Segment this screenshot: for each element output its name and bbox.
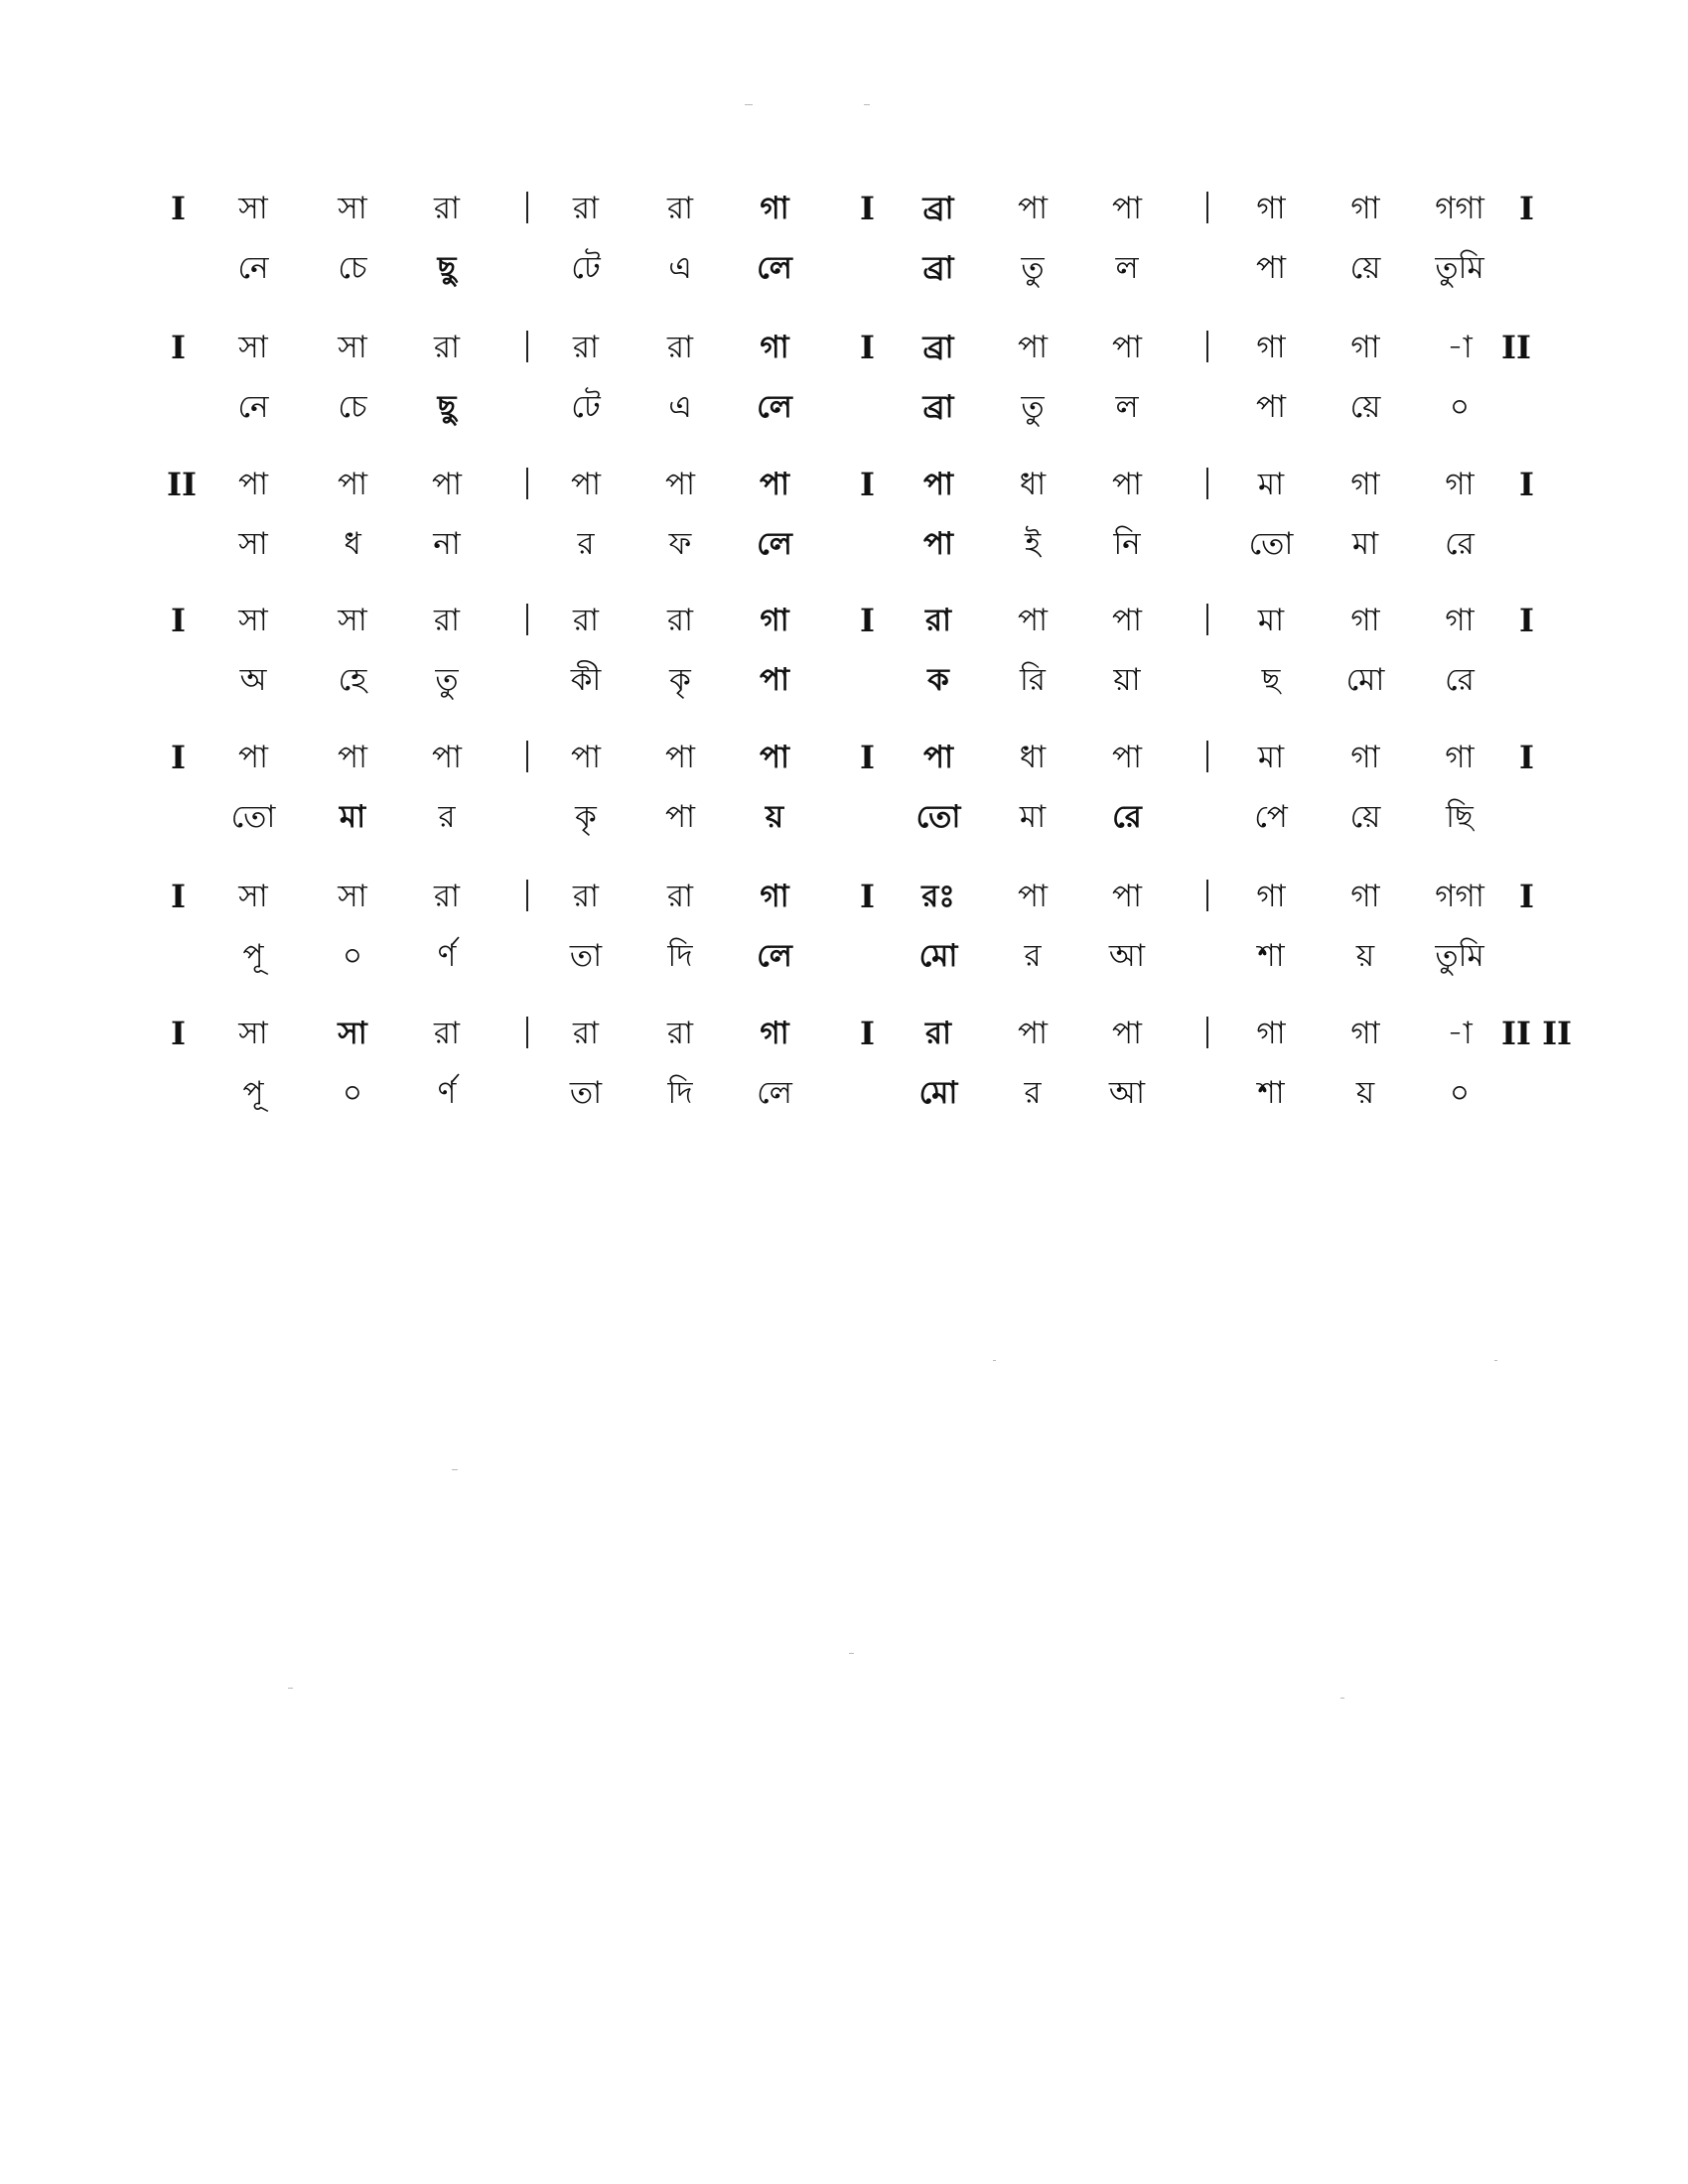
lyric-syllable: ই xyxy=(1024,526,1042,562)
lyric-syllable: টে xyxy=(571,389,601,425)
lyric-syllable: ব্রা xyxy=(922,389,954,425)
lyric-syllable: এ xyxy=(668,250,692,286)
lyric-syllable: য়ে xyxy=(1349,389,1381,425)
lyric-syllable: তু xyxy=(435,662,459,698)
swara-note: গগা xyxy=(1435,191,1484,226)
lyric-syllable: য় xyxy=(1355,1075,1375,1111)
swara-note: রা xyxy=(433,879,461,914)
lyric-syllable: শা xyxy=(1257,938,1285,974)
swara-note: পা xyxy=(1017,330,1049,365)
notation-row xyxy=(0,1009,1688,1128)
scan-speck xyxy=(1494,1360,1497,1361)
swara-note: রা xyxy=(666,603,694,638)
lyric-syllable: পা xyxy=(1255,250,1287,286)
swara-note: ব্রা xyxy=(922,330,954,365)
beat-divider xyxy=(526,880,528,911)
measure-bar-marker: I xyxy=(860,466,875,503)
swara-note: পা xyxy=(570,467,602,502)
lyric-syllable: শা xyxy=(1257,1075,1285,1111)
swara-note: রঃ xyxy=(921,879,955,914)
swara-line xyxy=(0,184,1688,239)
swara-line xyxy=(0,323,1688,378)
lyric-syllable: ০ xyxy=(342,1075,363,1111)
swara-note: গা xyxy=(1350,740,1380,775)
lyric-syllable: ল xyxy=(1115,250,1139,286)
swara-note: পা xyxy=(1111,330,1143,365)
notation-row xyxy=(0,460,1688,579)
swara-note: পা xyxy=(759,467,790,502)
lyric-syllable: ফ xyxy=(668,526,692,562)
swara-note: রা xyxy=(433,330,461,365)
swara-note: রা xyxy=(666,879,694,914)
start-bar-marker: I xyxy=(171,602,186,639)
swara-note: ধা xyxy=(1019,467,1047,502)
swara-note: পা xyxy=(1017,191,1049,226)
scan-speck xyxy=(1340,1698,1344,1699)
lyric-syllable: ক xyxy=(927,662,949,698)
lyric-syllable: পা xyxy=(759,662,790,698)
lyric-syllable: ব্রা xyxy=(922,250,954,286)
notation-row xyxy=(0,733,1688,852)
swara-note: ব্রা xyxy=(922,191,954,226)
swara-note: পা xyxy=(570,740,602,775)
lyric-syllable: য় xyxy=(765,799,784,835)
lyric-syllable: র xyxy=(577,526,595,562)
swara-note: গা xyxy=(1445,740,1475,775)
lyric-syllable: এ xyxy=(668,389,692,425)
beat-divider xyxy=(1206,331,1208,362)
lyric-syllable: মো xyxy=(918,938,958,974)
lyric-syllable: ছি xyxy=(1446,799,1474,835)
lyric-syllable: তো xyxy=(1248,526,1294,562)
measure-bar-marker: I xyxy=(860,1015,875,1052)
lyric-syllable: ০ xyxy=(342,938,363,974)
beat-divider xyxy=(526,192,528,223)
lyric-syllable: আ xyxy=(1108,1075,1146,1111)
beat-divider xyxy=(1206,468,1208,499)
lyric-syllable: র্ণ xyxy=(437,1075,457,1111)
swara-note: পা xyxy=(1017,603,1049,638)
beat-divider xyxy=(526,468,528,499)
measure-bar-marker: I xyxy=(860,190,875,227)
swara-note: পা xyxy=(664,467,696,502)
lyric-syllable: সা xyxy=(238,526,268,562)
end-bar-marker: I xyxy=(1519,602,1534,639)
beat-divider xyxy=(526,331,528,362)
swara-note: গা xyxy=(1350,879,1380,914)
swara-note: গা xyxy=(1350,191,1380,226)
start-bar-marker: I xyxy=(171,739,186,776)
swara-note: পা xyxy=(237,467,269,502)
measure-bar-marker: I xyxy=(860,329,875,366)
beat-divider xyxy=(526,604,528,635)
lyric-syllable: চে xyxy=(338,389,367,425)
scan-speck xyxy=(288,1688,293,1689)
end-bar-marker: II II xyxy=(1501,1015,1573,1052)
lyric-syllable: ০ xyxy=(1449,1075,1471,1111)
swara-note: রা xyxy=(572,330,600,365)
swara-note: সা xyxy=(338,1016,367,1051)
lyric-syllable: মা xyxy=(1351,526,1379,562)
end-bar-marker: I xyxy=(1519,739,1534,776)
swara-note: পা xyxy=(431,467,463,502)
swara-note: রা xyxy=(433,191,461,226)
swara-note: পা xyxy=(1111,191,1143,226)
swara-note: সা xyxy=(338,191,367,226)
beat-divider xyxy=(1206,880,1208,911)
lyric-syllable: তু xyxy=(1021,250,1045,286)
lyric-syllable: রে xyxy=(1445,526,1475,562)
end-bar-marker: I xyxy=(1519,190,1534,227)
lyric-line xyxy=(0,655,1688,711)
swara-line xyxy=(0,733,1688,788)
measure-bar-marker: I xyxy=(860,602,875,639)
lyric-syllable: তো xyxy=(230,799,276,835)
lyric-syllable: নি xyxy=(1113,526,1141,562)
lyric-syllable: তো xyxy=(915,799,961,835)
lyric-syllable: তা xyxy=(569,938,603,974)
lyric-syllable: পা xyxy=(1255,389,1287,425)
swara-note: রা xyxy=(666,330,694,365)
lyric-syllable: ০ xyxy=(1449,389,1471,425)
lyric-syllable: না xyxy=(433,526,461,562)
swara-note: রা xyxy=(924,1016,952,1051)
swara-note: পা xyxy=(1111,603,1143,638)
lyric-syllable: মো xyxy=(918,1075,958,1111)
start-bar-marker: I xyxy=(171,190,186,227)
beat-divider xyxy=(526,741,528,772)
swara-note: পা xyxy=(922,740,954,775)
beat-divider xyxy=(1206,604,1208,635)
lyric-syllable: হে xyxy=(338,662,367,698)
lyric-syllable: কৃ xyxy=(575,799,597,835)
swara-line xyxy=(0,460,1688,515)
lyric-syllable: মো xyxy=(1345,662,1385,698)
swara-note: গা xyxy=(760,603,789,638)
lyric-syllable: রি xyxy=(1020,662,1046,698)
swara-line xyxy=(0,872,1688,927)
swara-note: পা xyxy=(1111,740,1143,775)
scan-speck xyxy=(452,1469,458,1470)
swara-note: পা xyxy=(664,740,696,775)
lyric-syllable: র xyxy=(438,799,456,835)
lyric-syllable: য়ে xyxy=(1349,250,1381,286)
swara-note: পা xyxy=(922,467,954,502)
swara-note: পা xyxy=(237,740,269,775)
swara-note: পা xyxy=(337,467,368,502)
notation-row xyxy=(0,323,1688,442)
measure-bar-marker: I xyxy=(860,878,875,915)
lyric-syllable: লে xyxy=(757,938,792,974)
swara-note: গা xyxy=(1256,1016,1286,1051)
lyric-syllable: পা xyxy=(922,526,954,562)
swara-note: গগা xyxy=(1435,879,1484,914)
swara-note: গা xyxy=(1445,603,1475,638)
swara-note: সা xyxy=(238,879,268,914)
lyric-syllable: মা xyxy=(1019,799,1047,835)
swara-note: মা xyxy=(1257,603,1285,638)
scan-speck xyxy=(864,104,870,105)
swara-note: সা xyxy=(338,603,367,638)
lyric-syllable: য়ে xyxy=(1349,799,1381,835)
lyric-syllable: নে xyxy=(237,250,269,286)
swara-note: গা xyxy=(1350,1016,1380,1051)
lyric-syllable: পে xyxy=(1254,799,1288,835)
start-bar-marker: I xyxy=(171,1015,186,1052)
swara-note: রা xyxy=(433,603,461,638)
lyric-syllable: পূ xyxy=(242,938,264,974)
swara-note: ধা xyxy=(1019,740,1047,775)
lyric-line xyxy=(0,382,1688,438)
lyric-line xyxy=(0,519,1688,575)
swara-note: পা xyxy=(1111,879,1143,914)
swara-note: গা xyxy=(760,330,789,365)
lyric-syllable: রে xyxy=(1445,662,1475,698)
scan-speck xyxy=(849,1653,854,1654)
start-bar-marker: I xyxy=(171,878,186,915)
lyric-syllable: র xyxy=(1024,938,1042,974)
lyric-syllable: লে xyxy=(757,389,792,425)
lyric-syllable: টে xyxy=(571,250,601,286)
lyric-line xyxy=(0,931,1688,987)
swara-note: পা xyxy=(337,740,368,775)
lyric-syllable: চে xyxy=(338,250,367,286)
lyric-syllable: রে xyxy=(1112,799,1142,835)
start-bar-marker: I xyxy=(171,329,186,366)
lyric-syllable: র্ণ xyxy=(437,938,457,974)
lyric-syllable: ছু xyxy=(437,250,457,286)
lyric-syllable: পা xyxy=(664,799,696,835)
lyric-syllable: মা xyxy=(339,799,366,835)
lyric-syllable: অ xyxy=(239,662,267,698)
lyric-syllable: কী xyxy=(570,662,602,698)
lyric-syllable: ধ xyxy=(344,526,361,562)
lyric-line xyxy=(0,243,1688,299)
lyric-line xyxy=(0,792,1688,848)
swara-note: রা xyxy=(572,879,600,914)
swara-line xyxy=(0,596,1688,651)
swara-note: রা xyxy=(572,191,600,226)
swara-note: গা xyxy=(1350,467,1380,502)
swara-line xyxy=(0,1009,1688,1064)
lyric-syllable: কৃ xyxy=(669,662,691,698)
notation-row xyxy=(0,872,1688,991)
lyric-syllable: ছু xyxy=(437,389,457,425)
swara-note: পা xyxy=(1017,879,1049,914)
lyric-syllable: নে xyxy=(237,389,269,425)
scan-speck xyxy=(993,1360,996,1361)
swara-note: সা xyxy=(338,330,367,365)
swara-note: গা xyxy=(760,191,789,226)
end-bar-marker: II xyxy=(1501,329,1531,366)
lyric-line xyxy=(0,1068,1688,1124)
swara-note: পা xyxy=(1017,1016,1049,1051)
notation-row xyxy=(0,596,1688,715)
beat-divider xyxy=(1206,192,1208,223)
lyric-syllable: তু xyxy=(1021,389,1045,425)
swara-note: গা xyxy=(1445,467,1475,502)
swara-note: সা xyxy=(338,879,367,914)
swara-note: গা xyxy=(1256,330,1286,365)
lyric-syllable: তা xyxy=(569,1075,603,1111)
measure-bar-marker: I xyxy=(860,739,875,776)
lyric-syllable: লে xyxy=(757,1075,792,1111)
swara-note: গা xyxy=(760,879,789,914)
swara-note: পা xyxy=(759,740,790,775)
lyric-syllable: তুমি xyxy=(1435,938,1484,974)
swara-note: গা xyxy=(760,1016,789,1051)
swara-note: পা xyxy=(431,740,463,775)
lyric-syllable: য়া xyxy=(1113,662,1141,698)
lyric-syllable: পূ xyxy=(242,1075,264,1111)
swara-note: গা xyxy=(1350,330,1380,365)
lyric-syllable: র xyxy=(1024,1075,1042,1111)
swara-note: -া xyxy=(1447,330,1473,365)
end-bar-marker: I xyxy=(1519,878,1534,915)
swara-note: পা xyxy=(1111,1016,1143,1051)
swara-note: রা xyxy=(572,1016,600,1051)
notation-row xyxy=(0,184,1688,303)
scan-speck xyxy=(745,104,753,105)
lyric-syllable: লে xyxy=(757,250,792,286)
swara-note: রা xyxy=(666,191,694,226)
lyric-syllable: দি xyxy=(667,1075,693,1111)
end-bar-marker: I xyxy=(1519,466,1534,503)
swara-note: রা xyxy=(572,603,600,638)
lyric-syllable: য় xyxy=(1355,938,1375,974)
lyric-syllable: লে xyxy=(757,526,792,562)
beat-divider xyxy=(526,1017,528,1048)
swara-note: পা xyxy=(1111,467,1143,502)
lyric-syllable: ছ xyxy=(1261,662,1281,698)
swara-note: গা xyxy=(1256,879,1286,914)
swara-note: সা xyxy=(238,330,268,365)
beat-divider xyxy=(1206,1017,1208,1048)
swara-note: মা xyxy=(1257,740,1285,775)
swara-note: মা xyxy=(1257,467,1285,502)
lyric-syllable: দি xyxy=(667,938,693,974)
swara-note: গা xyxy=(1256,191,1286,226)
lyric-syllable: ল xyxy=(1115,389,1139,425)
swara-note: গা xyxy=(1350,603,1380,638)
swara-note: সা xyxy=(238,1016,268,1051)
lyric-syllable: আ xyxy=(1108,938,1146,974)
lyric-syllable: তুমি xyxy=(1435,250,1484,286)
swara-note: সা xyxy=(238,191,268,226)
beat-divider xyxy=(1206,741,1208,772)
swara-note: -া xyxy=(1447,1016,1473,1051)
swara-note: রা xyxy=(666,1016,694,1051)
swara-note: সা xyxy=(238,603,268,638)
start-bar-marker: II xyxy=(167,466,197,503)
swara-note: রা xyxy=(433,1016,461,1051)
swara-note: রা xyxy=(924,603,952,638)
